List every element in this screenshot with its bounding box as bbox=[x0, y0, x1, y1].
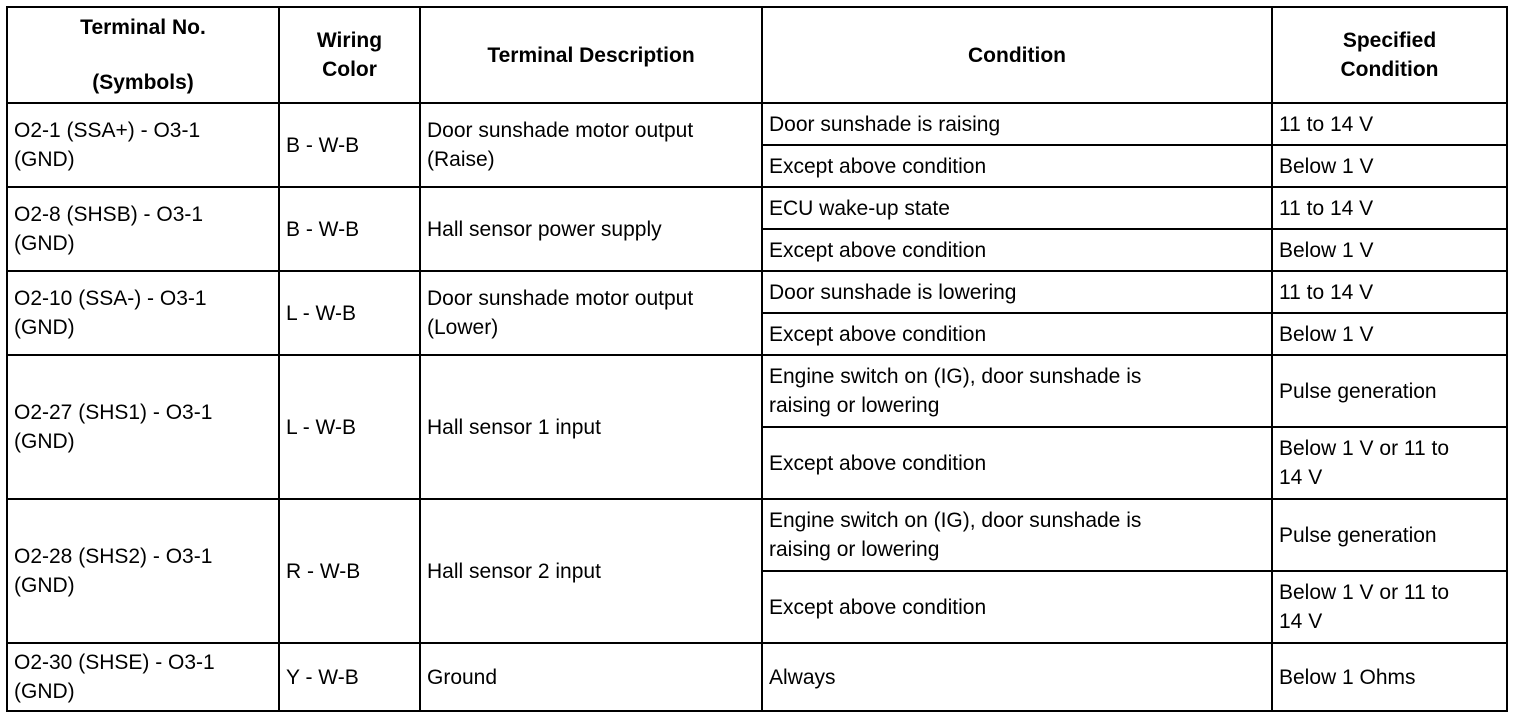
terminal-cell: O2-1 (SSA+) - O3-1 (GND) bbox=[7, 103, 279, 187]
table-row bbox=[7, 355, 1507, 427]
condition-cell: Except above condition bbox=[762, 571, 1272, 643]
wiring-color-cell: Y - W-B bbox=[279, 643, 420, 711]
specified-condition-cell: Below 1 V bbox=[1272, 313, 1507, 355]
wiring-color-cell: B - W-B bbox=[279, 103, 420, 187]
table-row bbox=[7, 103, 1507, 145]
wiring-color-cell: L - W-B bbox=[279, 355, 420, 499]
table-row bbox=[7, 187, 1507, 229]
terminal-description-cell: Hall sensor power supply bbox=[420, 187, 762, 271]
specified-condition-cell: Below 1 V or 11 to 14 V bbox=[1272, 571, 1507, 643]
condition-cell: Engine switch on (IG), door sunshade is raising or lowering bbox=[762, 499, 1272, 571]
condition-cell: Except above condition bbox=[762, 145, 1272, 187]
table-row bbox=[7, 271, 1507, 313]
header-specified-condition: Specified Condition bbox=[1272, 7, 1507, 103]
specified-condition-cell: Pulse generation bbox=[1272, 499, 1507, 571]
condition-cell: Door sunshade is lowering bbox=[762, 271, 1272, 313]
header-terminal-description: Terminal Description bbox=[420, 7, 762, 103]
condition-cell: Except above condition bbox=[762, 229, 1272, 271]
condition-cell: Except above condition bbox=[762, 313, 1272, 355]
terminal-description-cell: Ground bbox=[420, 643, 762, 711]
header-terminal-no bbox=[7, 7, 279, 103]
condition-cell: Except above condition bbox=[762, 427, 1272, 499]
specified-condition-cell: Below 1 V or 11 to 14 V bbox=[1272, 427, 1507, 499]
terminal-description-cell: Hall sensor 2 input bbox=[420, 499, 762, 643]
specified-condition-cell: 11 to 14 V bbox=[1272, 271, 1507, 313]
terminal-cell: O2-10 (SSA-) - O3-1 (GND) bbox=[7, 271, 279, 355]
specified-condition-cell: 11 to 14 V bbox=[1272, 103, 1507, 145]
terminal-cell: O2-27 (SHS1) - O3-1 (GND) bbox=[7, 355, 279, 499]
specified-condition-cell: Below 1 V bbox=[1272, 229, 1507, 271]
terminal-description-cell: Door sunshade motor output (Raise) bbox=[420, 103, 762, 187]
condition-cell: Door sunshade is raising bbox=[762, 103, 1272, 145]
terminal-cell: O2-8 (SHSB) - O3-1 (GND) bbox=[7, 187, 279, 271]
terminal-cell: O2-28 (SHS2) - O3-1 (GND) bbox=[7, 499, 279, 643]
terminal-spec-table bbox=[6, 6, 1508, 712]
header-wiring-color: Wiring Color bbox=[279, 7, 420, 103]
table-header-row bbox=[7, 7, 1507, 103]
wiring-color-cell: R - W-B bbox=[279, 499, 420, 643]
table-row bbox=[7, 643, 1507, 711]
condition-cell: ECU wake-up state bbox=[762, 187, 1272, 229]
specified-condition-cell: 11 to 14 V bbox=[1272, 187, 1507, 229]
header-condition: Condition bbox=[762, 7, 1272, 103]
header-terminal-no-line1: Terminal No. bbox=[80, 16, 206, 39]
table-row bbox=[7, 499, 1507, 571]
wiring-color-cell: L - W-B bbox=[279, 271, 420, 355]
specified-condition-cell: Below 1 V bbox=[1272, 145, 1507, 187]
wiring-color-cell: B - W-B bbox=[279, 187, 420, 271]
terminal-description-cell: Hall sensor 1 input bbox=[420, 355, 762, 499]
terminal-cell: O2-30 (SHSE) - O3-1 (GND) bbox=[7, 643, 279, 711]
specified-condition-cell: Pulse generation bbox=[1272, 355, 1507, 427]
header-terminal-no-line2: (Symbols) bbox=[92, 71, 194, 94]
condition-cell: Always bbox=[762, 643, 1272, 711]
terminal-description-cell: Door sunshade motor output (Lower) bbox=[420, 271, 762, 355]
condition-cell: Engine switch on (IG), door sunshade is raising or lowering bbox=[762, 355, 1272, 427]
specified-condition-cell: Below 1 Ohms bbox=[1272, 643, 1507, 711]
